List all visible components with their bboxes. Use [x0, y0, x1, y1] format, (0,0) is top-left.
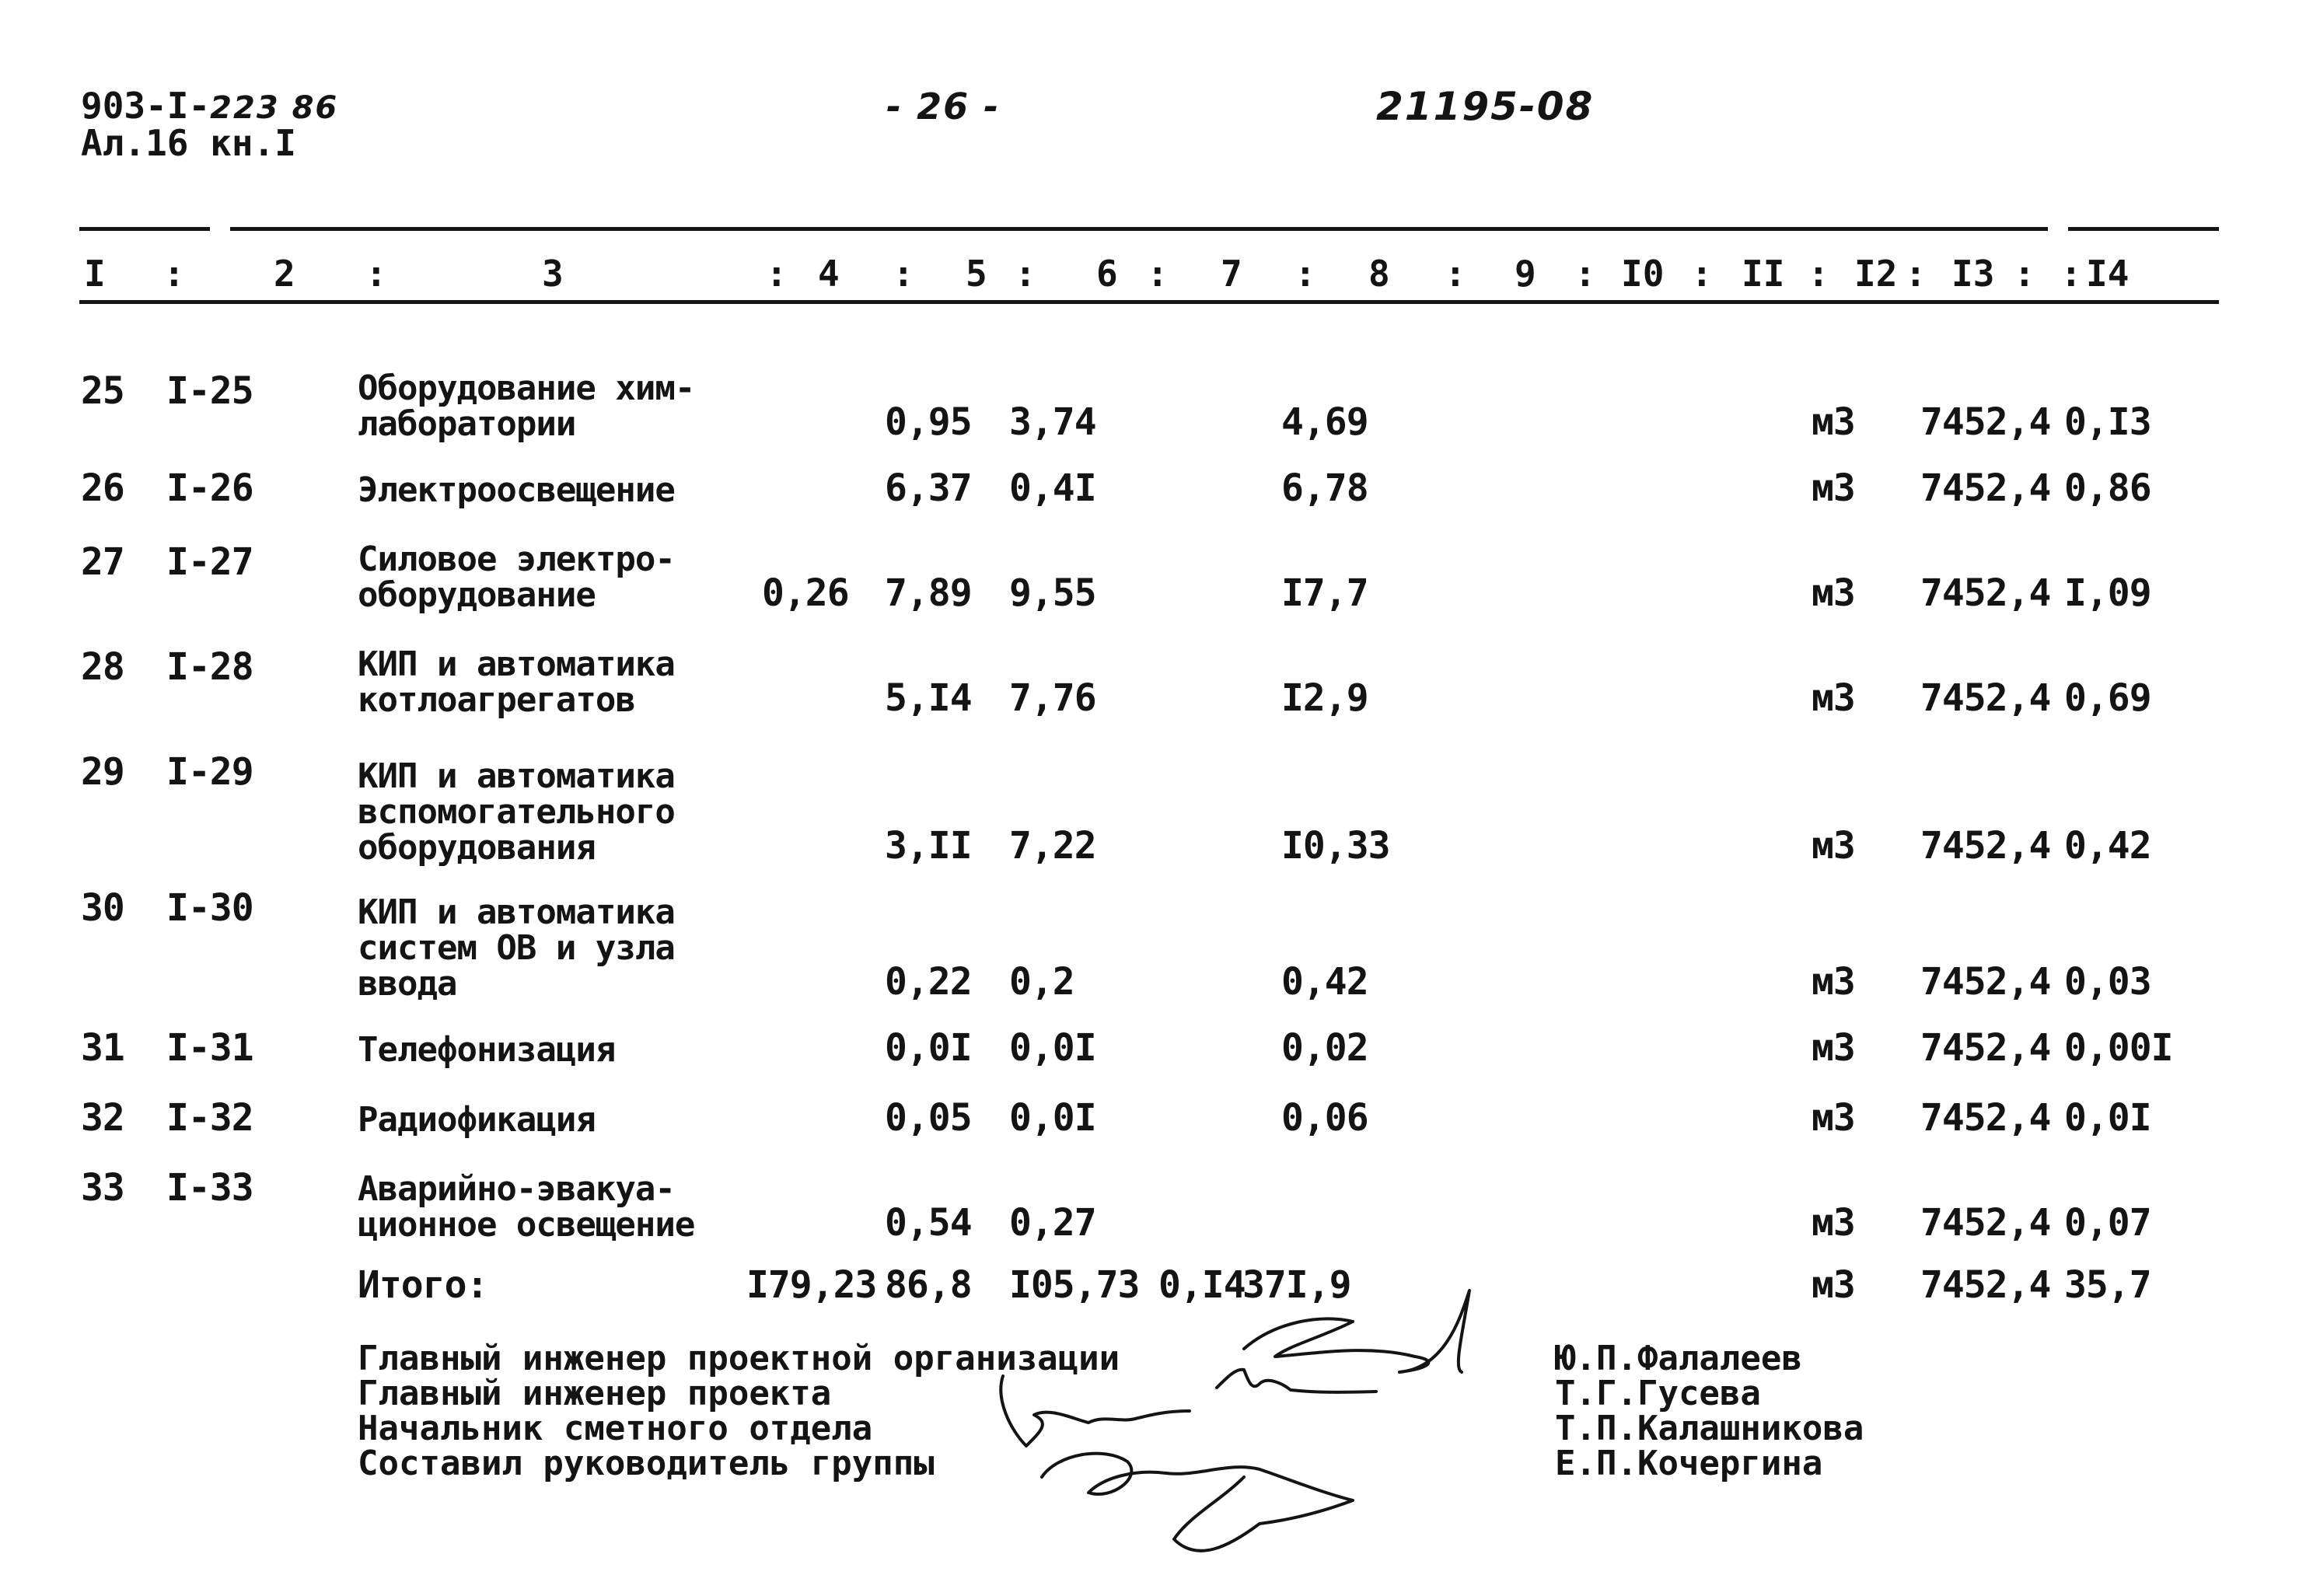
row-value-c13: 7452,4 [1920, 824, 2051, 868]
row-value-c8: I0,33 [1281, 824, 1390, 868]
column-header: I2 [1854, 253, 1898, 295]
column-separator: : [893, 253, 914, 295]
row-value-c5: 0,05 [885, 1096, 972, 1140]
row-value-c13: 7452,4 [1920, 571, 2051, 615]
total-label: Итого: [358, 1263, 488, 1307]
column-header: I4 [2086, 253, 2130, 295]
total-value-c4: I79,23 [746, 1263, 877, 1307]
row-value-c14: 0,0I [2064, 1096, 2151, 1140]
row-code: I-33 [166, 1166, 253, 1210]
row-value-unit: м3 [1812, 1096, 1855, 1140]
row-code: I-31 [166, 1026, 253, 1070]
row-value-c13: 7452,4 [1920, 676, 2051, 720]
row-value-c6: 0,2 [1009, 960, 1074, 1004]
column-separator: : [1294, 253, 1316, 295]
signature-role: Начальник сметного отдела [358, 1409, 873, 1448]
row-value-c8: I2,9 [1281, 676, 1368, 720]
row-value-c14: 0,00I [2064, 1026, 2173, 1070]
column-separator: : [1691, 253, 1713, 295]
row-value-unit: м3 [1812, 466, 1855, 510]
row-value-c14: 0,86 [2064, 466, 2151, 510]
column-header: 8 [1368, 253, 1390, 295]
row-value-c13: 7452,4 [1920, 466, 2051, 510]
total-value-c14: 35,7 [2064, 1263, 2151, 1307]
row-value-c6: 0,0I [1009, 1096, 1096, 1140]
row-value-c8: I7,7 [1281, 571, 1368, 615]
total-value-c6: I05,73 [1009, 1263, 1140, 1307]
row-number: 26 [81, 466, 124, 510]
column-header: 9 [1515, 253, 1536, 295]
column-separator: : [2060, 253, 2082, 295]
column-header: II [1742, 253, 1785, 295]
row-number: 25 [81, 369, 124, 413]
column-header: I3 [1951, 253, 1995, 295]
column-separator: : [766, 253, 788, 295]
signature-role: Главный инженер проектной организации [358, 1339, 1120, 1378]
row-value-c5: 3,II [885, 824, 972, 868]
row-value-c5: 0,0I [885, 1026, 972, 1070]
signatory-name: Е.П.Кочергина [1555, 1444, 1823, 1483]
row-code: I-28 [166, 645, 253, 689]
signature-role: Главный инженер проекта [358, 1374, 832, 1413]
row-description: Аварийно-эвакуа- ционное освещение [358, 1169, 695, 1245]
row-value-c5: 0,95 [885, 400, 972, 444]
row-value-c4: 0,26 [762, 571, 849, 615]
document-number: 21195-08 [1376, 84, 1595, 129]
row-value-c13: 7452,4 [1920, 1096, 2051, 1140]
row-value-c5: 7,89 [885, 571, 972, 615]
row-value-unit: м3 [1812, 1201, 1855, 1245]
row-code: I-27 [166, 540, 253, 584]
row-value-unit: м3 [1812, 676, 1855, 720]
row-value-c6: 0,27 [1009, 1201, 1096, 1245]
total-unit: м3 [1812, 1263, 1855, 1307]
document-code-printed: 903-I- [81, 85, 211, 127]
row-number: 33 [81, 1166, 124, 1210]
signature-scribble-1 [1244, 1290, 1469, 1372]
row-value-unit: м3 [1812, 400, 1855, 444]
column-separator: : [1445, 253, 1466, 295]
row-value-c14: 0,07 [2064, 1201, 2151, 1245]
row-value-c8: 6,78 [1281, 466, 1368, 510]
row-number: 32 [81, 1096, 124, 1140]
column-separator: : [2014, 253, 2035, 295]
signature-role: Составил руководитель группы [358, 1444, 935, 1483]
row-number: 29 [81, 750, 124, 794]
row-value-c13: 7452,4 [1920, 400, 2051, 444]
row-value-c5: 5,I4 [885, 676, 972, 720]
row-description: Силовое электро- оборудование [358, 540, 675, 615]
row-value-unit: м3 [1812, 824, 1855, 868]
row-code: I-25 [166, 369, 253, 413]
row-number: 28 [81, 645, 124, 689]
row-value-c8: 4,69 [1281, 400, 1368, 444]
column-header: 4 [818, 253, 840, 295]
row-code: I-26 [166, 466, 253, 510]
row-description: КИП и автоматика систем ОВ и узла ввода [358, 892, 675, 1004]
row-value-c6: 0,4I [1009, 466, 1096, 510]
signatory-name: Т.Г.Гусева [1555, 1374, 1761, 1413]
column-separator: : [1015, 253, 1036, 295]
row-code: I-30 [166, 886, 253, 930]
row-value-c6: 0,0I [1009, 1026, 1096, 1070]
column-header: I0 [1621, 253, 1665, 295]
album-label: Ал.16 кн.I [81, 122, 296, 164]
row-value-c6: 9,55 [1009, 571, 1096, 615]
row-description: Радиофикация [358, 1100, 596, 1140]
row-description: КИП и автоматика котлоагрегатов [358, 644, 675, 720]
row-description: Электроосвещение [358, 470, 675, 510]
row-value-c8: 0,06 [1281, 1096, 1368, 1140]
row-value-c6: 3,74 [1009, 400, 1096, 444]
row-number: 31 [81, 1026, 124, 1070]
column-header: 5 [966, 253, 987, 295]
column-separator: : [1808, 253, 1829, 295]
row-value-c14: 0,03 [2064, 960, 2151, 1004]
page-number: - 26 - [886, 86, 1001, 127]
row-value-c13: 7452,4 [1920, 1201, 2051, 1245]
row-value-c14: I,09 [2064, 571, 2151, 615]
row-description: Телефонизация [358, 1030, 616, 1070]
row-value-c14: 0,I3 [2064, 400, 2151, 444]
total-value-c13: 7452,4 [1920, 1263, 2051, 1307]
row-value-c5: 0,54 [885, 1201, 972, 1245]
row-number: 27 [81, 540, 124, 584]
signature-scribble-4 [1042, 1454, 1353, 1551]
column-header: 3 [542, 253, 564, 295]
column-separator: : [365, 253, 387, 295]
signatory-name: Ю.П.Фалалеев [1555, 1339, 1802, 1378]
row-code: I-32 [166, 1096, 253, 1140]
total-value-c7: 0,I4 [1158, 1263, 1246, 1307]
column-separator: : [1905, 253, 1927, 295]
column-header: 6 [1096, 253, 1118, 295]
row-value-unit: м3 [1812, 960, 1855, 1004]
signature-scribble-2 [1217, 1370, 1376, 1392]
column-header: 2 [274, 253, 295, 295]
signature-scribble-3 [1001, 1376, 1190, 1446]
row-number: 30 [81, 886, 124, 930]
column-header: I [84, 253, 106, 295]
row-value-c5: 0,22 [885, 960, 972, 1004]
column-separator: : [1574, 253, 1596, 295]
column-separator: : [163, 253, 185, 295]
row-value-c14: 0,69 [2064, 676, 2151, 720]
row-value-c8: 0,42 [1281, 960, 1368, 1004]
row-value-c13: 7452,4 [1920, 1026, 2051, 1070]
row-code: I-29 [166, 750, 253, 794]
row-value-unit: м3 [1812, 1026, 1855, 1070]
row-value-c13: 7452,4 [1920, 960, 2051, 1004]
signatory-name: Т.П.Калашникова [1555, 1409, 1864, 1448]
row-value-c8: 0,02 [1281, 1026, 1368, 1070]
row-description: Оборудование хим- лаборатории [358, 368, 695, 444]
row-value-unit: м3 [1812, 571, 1855, 615]
row-description: КИП и автоматика вспомогательного оборудования [358, 756, 675, 868]
document-code-handwritten: 223 86 [210, 90, 339, 126]
column-header: 7 [1221, 253, 1242, 295]
row-value-c5: 6,37 [885, 466, 972, 510]
row-value-c6: 7,76 [1009, 676, 1096, 720]
column-separator: : [1147, 253, 1169, 295]
total-value-c8: 37I,9 [1242, 1263, 1351, 1307]
total-value-c5: 86,8 [885, 1263, 972, 1307]
row-value-c6: 7,22 [1009, 824, 1096, 868]
row-value-c14: 0,42 [2064, 824, 2151, 868]
